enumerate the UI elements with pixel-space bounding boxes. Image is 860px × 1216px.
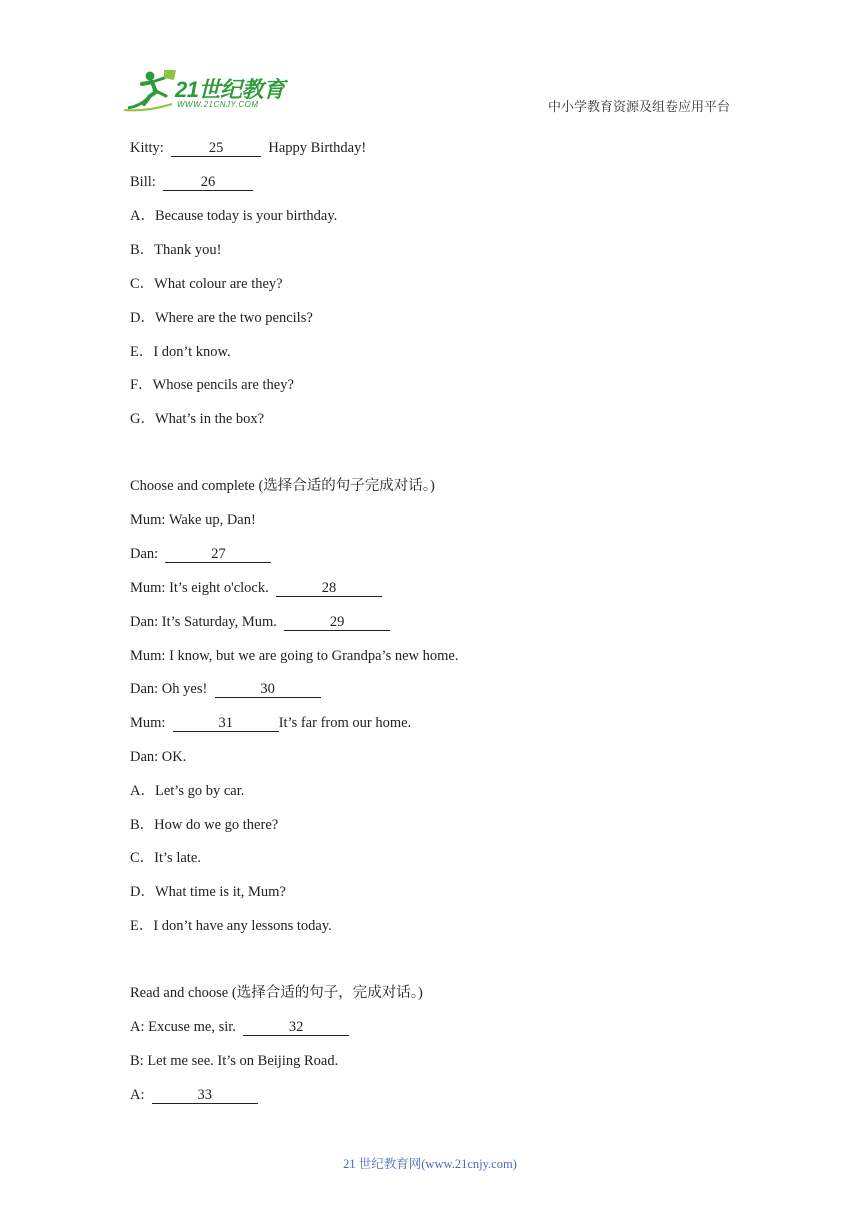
option-item: G．What’s in the box? (130, 411, 265, 427)
dialogue-text: Dan: Oh yes! (130, 681, 208, 697)
dialogue-line (130, 680, 321, 698)
option-item: E．I don’t know. (130, 344, 231, 360)
answer-blank-32[interactable]: 32 (243, 1019, 349, 1036)
speaker-label: Bill: (130, 174, 156, 190)
dialogue-line (130, 613, 390, 631)
option-item: D．Where are the two pencils? (130, 310, 313, 326)
runner-logo-icon (120, 68, 180, 114)
dialogue-line (130, 1086, 258, 1104)
section-instruction: Read and choose (选择合适的句子，完成对话。) (130, 985, 423, 1001)
logo-title: 21世纪教育 (175, 77, 285, 102)
answer-blank-26[interactable]: 26 (163, 174, 253, 191)
option-item: B．How do we go there? (130, 817, 279, 833)
answer-blank-27[interactable]: 27 (165, 546, 271, 563)
answer-blank-30[interactable]: 30 (215, 681, 321, 698)
dialogue-line (130, 1018, 349, 1036)
dialogue-line (130, 714, 411, 732)
dialogue-line-bill (130, 173, 253, 191)
dialogue-line (130, 579, 382, 597)
option-item: F．Whose pencils are they? (130, 377, 294, 393)
option-item: A．Let’s go by car. (130, 783, 245, 799)
answer-blank-28[interactable]: 28 (276, 580, 382, 597)
logo (120, 68, 290, 114)
page-header (0, 0, 860, 130)
header-tagline: 中小学教育资源及组卷应用平台 (547, 100, 730, 115)
logo-url: WWW.21CNJY.COM (177, 100, 259, 109)
dialogue-text: Mum: It’s eight o'clock. (130, 580, 269, 596)
option-item: A．Because today is your birthday. (130, 208, 338, 224)
dialogue-line (130, 545, 271, 563)
option-item: C．What colour are they? (130, 276, 283, 292)
dialogue-text: It’s far from our home. (278, 715, 412, 731)
page-footer[interactable]: 21 世纪教育网(www.21cnjy.com) (343, 1157, 517, 1171)
option-item: D．What time is it, Mum? (130, 884, 286, 900)
option-item: C．It’s late. (130, 850, 201, 866)
speaker-label: A: (130, 1087, 145, 1103)
dialogue-line: Mum: I know, but we are going to Grandpa’s new home. (130, 648, 459, 664)
option-item: E．I don’t have any lessons today. (130, 918, 332, 934)
section-instruction: Choose and complete (选择合适的句子完成对话。) (130, 478, 435, 494)
speaker-label: Dan: (130, 546, 159, 562)
speaker-label: Kitty: (130, 140, 164, 156)
answer-blank-33[interactable]: 33 (152, 1087, 258, 1104)
dialogue-text: Dan: It’s Saturday, Mum. (130, 614, 277, 630)
option-item: B．Thank you! (130, 242, 222, 258)
answer-blank-29[interactable]: 29 (284, 614, 390, 631)
answer-blank-31[interactable]: 31 (173, 715, 279, 732)
answer-blank-25[interactable]: 25 (171, 140, 261, 157)
dialogue-line-kitty (130, 139, 366, 157)
dialogue-line: B: Let me see. It’s on Beijing Road. (130, 1053, 339, 1069)
speaker-label: Mum: (130, 715, 166, 731)
dialogue-line: Mum: Wake up, Dan! (130, 512, 256, 528)
dialogue-text: Happy Birthday! (268, 140, 367, 156)
dialogue-line: Dan: OK. (130, 749, 187, 765)
dialogue-text: A: Excuse me, sir. (130, 1019, 236, 1035)
